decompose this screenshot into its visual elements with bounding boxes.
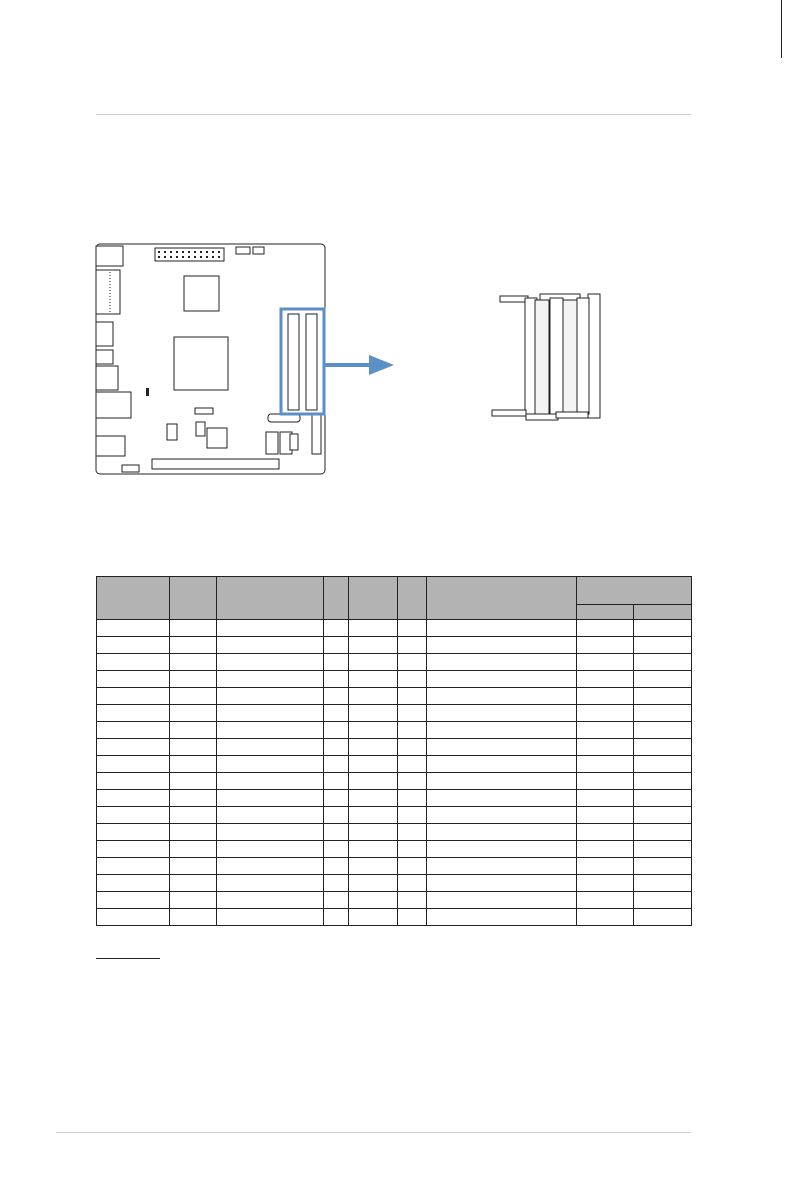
table-cell <box>97 841 170 858</box>
table-cell <box>349 756 398 773</box>
table-cell <box>349 688 398 705</box>
table-cell <box>217 654 324 671</box>
table-cell <box>577 773 634 790</box>
table-cell <box>398 739 427 756</box>
dimm-module-illustration <box>492 294 600 420</box>
table-cell <box>349 671 398 688</box>
table-cell <box>170 909 217 926</box>
table-cell <box>427 773 577 790</box>
chipset <box>184 276 219 311</box>
table-header-cell <box>349 577 398 620</box>
table-header-cell <box>427 577 577 620</box>
table-cell <box>634 824 692 841</box>
table-row <box>97 875 692 892</box>
io-port-6 <box>96 392 131 418</box>
table-cell <box>634 807 692 824</box>
table-header-cell <box>97 577 170 620</box>
table-cell <box>577 620 634 637</box>
table-cell <box>170 671 217 688</box>
table-cell <box>349 620 398 637</box>
table-cell <box>634 892 692 909</box>
table-cell <box>217 841 324 858</box>
table-cell <box>577 909 634 926</box>
table-cell <box>349 909 398 926</box>
table-cell <box>170 620 217 637</box>
table-cell <box>170 807 217 824</box>
table-cell <box>97 756 170 773</box>
table-cell <box>170 739 217 756</box>
table-cell <box>634 739 692 756</box>
table-cell <box>398 705 427 722</box>
table-cell <box>97 739 170 756</box>
atx-header <box>155 248 224 261</box>
io-port-1 <box>96 246 123 266</box>
motherboard-memory-figure <box>95 242 705 482</box>
table-cell <box>217 909 324 926</box>
table-row <box>97 858 692 875</box>
table-cell <box>577 824 634 841</box>
table-cell <box>217 637 324 654</box>
memory-configuration-table <box>96 576 692 926</box>
table-cell <box>577 790 634 807</box>
dimm-slot-b <box>306 314 317 410</box>
table-cell <box>217 739 324 756</box>
io-port-5 <box>96 366 118 390</box>
arrow-head <box>369 355 394 375</box>
table-cell <box>217 722 324 739</box>
table-row <box>97 807 692 824</box>
table-cell <box>349 790 398 807</box>
table-cell <box>577 841 634 858</box>
table-cell <box>398 688 427 705</box>
dimm-slot-a <box>288 314 299 410</box>
table-cell <box>634 620 692 637</box>
table-cell <box>427 841 577 858</box>
table-cell <box>427 637 577 654</box>
table-cell <box>324 858 349 875</box>
table-cell <box>217 858 324 875</box>
table-cell <box>170 722 217 739</box>
table-cell <box>97 807 170 824</box>
table-row <box>97 739 692 756</box>
table-cell <box>427 824 577 841</box>
table-header-cell <box>170 577 217 620</box>
table-cell <box>398 620 427 637</box>
table-cell <box>634 841 692 858</box>
table-cell <box>217 807 324 824</box>
table-row <box>97 841 692 858</box>
table-cell <box>324 637 349 654</box>
table-cell <box>577 756 634 773</box>
table-cell <box>427 858 577 875</box>
table-cell <box>634 858 692 875</box>
dimm-highlight-box <box>281 309 324 414</box>
table-row <box>97 654 692 671</box>
table-cell <box>398 756 427 773</box>
table-cell <box>427 688 577 705</box>
table-cell <box>97 858 170 875</box>
table-row <box>97 637 692 654</box>
table-cell <box>398 858 427 875</box>
table-cell <box>634 773 692 790</box>
footer-rule <box>56 1132 691 1133</box>
table-cell <box>324 671 349 688</box>
table-cell <box>324 892 349 909</box>
table-cell <box>577 722 634 739</box>
io-port-3 <box>96 322 113 346</box>
table-cell <box>324 909 349 926</box>
table-cell <box>634 654 692 671</box>
table-row <box>97 705 692 722</box>
table-cell <box>349 637 398 654</box>
table-cell <box>217 671 324 688</box>
table-cell <box>217 824 324 841</box>
table-subheader-cell <box>634 605 692 620</box>
table-row <box>97 688 692 705</box>
header-rule <box>96 114 691 115</box>
table-cell <box>577 875 634 892</box>
table-cell <box>349 875 398 892</box>
table-cell <box>577 654 634 671</box>
table-cell <box>170 637 217 654</box>
table-cell <box>349 841 398 858</box>
table-cell <box>217 790 324 807</box>
table-cell <box>170 875 217 892</box>
table-cell <box>324 875 349 892</box>
table-cell <box>577 807 634 824</box>
table-cell <box>324 773 349 790</box>
table-cell <box>97 790 170 807</box>
table-cell <box>398 790 427 807</box>
table-cell <box>97 705 170 722</box>
table-cell <box>577 892 634 909</box>
table-cell <box>170 824 217 841</box>
table-cell <box>349 705 398 722</box>
table-row <box>97 773 692 790</box>
table-cell <box>349 773 398 790</box>
table-cell <box>427 807 577 824</box>
table-cell <box>324 790 349 807</box>
table-cell <box>324 705 349 722</box>
table-cell <box>97 688 170 705</box>
note-underline <box>96 958 160 959</box>
table-cell <box>97 892 170 909</box>
table-cell <box>577 671 634 688</box>
table-cell <box>577 705 634 722</box>
table-cell <box>634 671 692 688</box>
table-cell <box>349 739 398 756</box>
table-cell <box>398 909 427 926</box>
table-cell <box>427 909 577 926</box>
margin-marker-line <box>781 0 782 58</box>
table-cell <box>324 620 349 637</box>
table-cell <box>427 671 577 688</box>
table-cell <box>634 705 692 722</box>
table-cell <box>97 654 170 671</box>
table-cell <box>634 637 692 654</box>
table-cell <box>217 892 324 909</box>
table-cell <box>398 722 427 739</box>
table-cell <box>170 892 217 909</box>
table-cell <box>634 722 692 739</box>
table-cell <box>634 756 692 773</box>
table-cell <box>217 688 324 705</box>
io-port-7 <box>96 436 125 456</box>
table-row <box>97 909 692 926</box>
table-cell <box>398 773 427 790</box>
table-cell <box>97 909 170 926</box>
table-cell <box>97 722 170 739</box>
table-cell <box>349 824 398 841</box>
table-cell <box>398 824 427 841</box>
io-port-2 <box>96 270 120 314</box>
table-cell <box>577 858 634 875</box>
table-row <box>97 671 692 688</box>
table-cell <box>398 841 427 858</box>
table-cell <box>577 637 634 654</box>
table-cell <box>427 756 577 773</box>
table-cell <box>97 671 170 688</box>
table-row <box>97 620 692 637</box>
table-cell <box>398 875 427 892</box>
table-cell <box>427 892 577 909</box>
table-cell <box>170 790 217 807</box>
table-header-cell <box>398 577 427 620</box>
table-cell <box>97 620 170 637</box>
table-cell <box>634 688 692 705</box>
table-row <box>97 790 692 807</box>
table-cell <box>427 654 577 671</box>
table-header-cell <box>324 577 349 620</box>
table-cell <box>398 671 427 688</box>
table-cell <box>217 620 324 637</box>
table-cell <box>217 773 324 790</box>
table-header-cell <box>217 577 324 620</box>
table-cell <box>349 858 398 875</box>
table-cell <box>324 807 349 824</box>
table-cell <box>427 739 577 756</box>
table-cell <box>324 739 349 756</box>
table-header-cell <box>577 577 692 605</box>
table-cell <box>170 773 217 790</box>
table-cell <box>577 739 634 756</box>
table-cell <box>398 807 427 824</box>
table-cell <box>427 790 577 807</box>
table-cell <box>634 875 692 892</box>
table-cell <box>324 722 349 739</box>
table-cell <box>349 654 398 671</box>
table-cell <box>170 756 217 773</box>
table-cell <box>634 790 692 807</box>
table-cell <box>217 705 324 722</box>
table-cell <box>349 722 398 739</box>
table-cell <box>170 705 217 722</box>
table-cell <box>170 841 217 858</box>
table-cell <box>97 824 170 841</box>
sata-port-1 <box>207 428 227 448</box>
table-cell <box>324 756 349 773</box>
table-cell <box>217 875 324 892</box>
table-cell <box>170 858 217 875</box>
table-cell <box>427 722 577 739</box>
table-cell <box>324 824 349 841</box>
table-cell <box>324 688 349 705</box>
table-subheader-cell <box>577 605 634 620</box>
table-cell <box>577 688 634 705</box>
table-cell <box>97 637 170 654</box>
table-cell <box>349 892 398 909</box>
table-cell <box>427 620 577 637</box>
io-port-4 <box>96 350 113 364</box>
table-row <box>97 892 692 909</box>
table-cell <box>427 875 577 892</box>
table-row <box>97 756 692 773</box>
sata-port-2 <box>266 432 278 454</box>
table-cell <box>324 654 349 671</box>
cpu-socket <box>174 337 228 390</box>
table-cell <box>324 841 349 858</box>
table-cell <box>398 654 427 671</box>
table-cell <box>217 756 324 773</box>
table-row <box>97 824 692 841</box>
table-cell <box>170 688 217 705</box>
table-cell <box>634 909 692 926</box>
table-cell <box>170 654 217 671</box>
table-cell <box>427 705 577 722</box>
pcie-slot <box>152 459 279 469</box>
table-cell <box>97 875 170 892</box>
table-cell <box>349 807 398 824</box>
table-cell <box>97 773 170 790</box>
table-row <box>97 722 692 739</box>
table-cell <box>398 637 427 654</box>
table-cell <box>398 892 427 909</box>
